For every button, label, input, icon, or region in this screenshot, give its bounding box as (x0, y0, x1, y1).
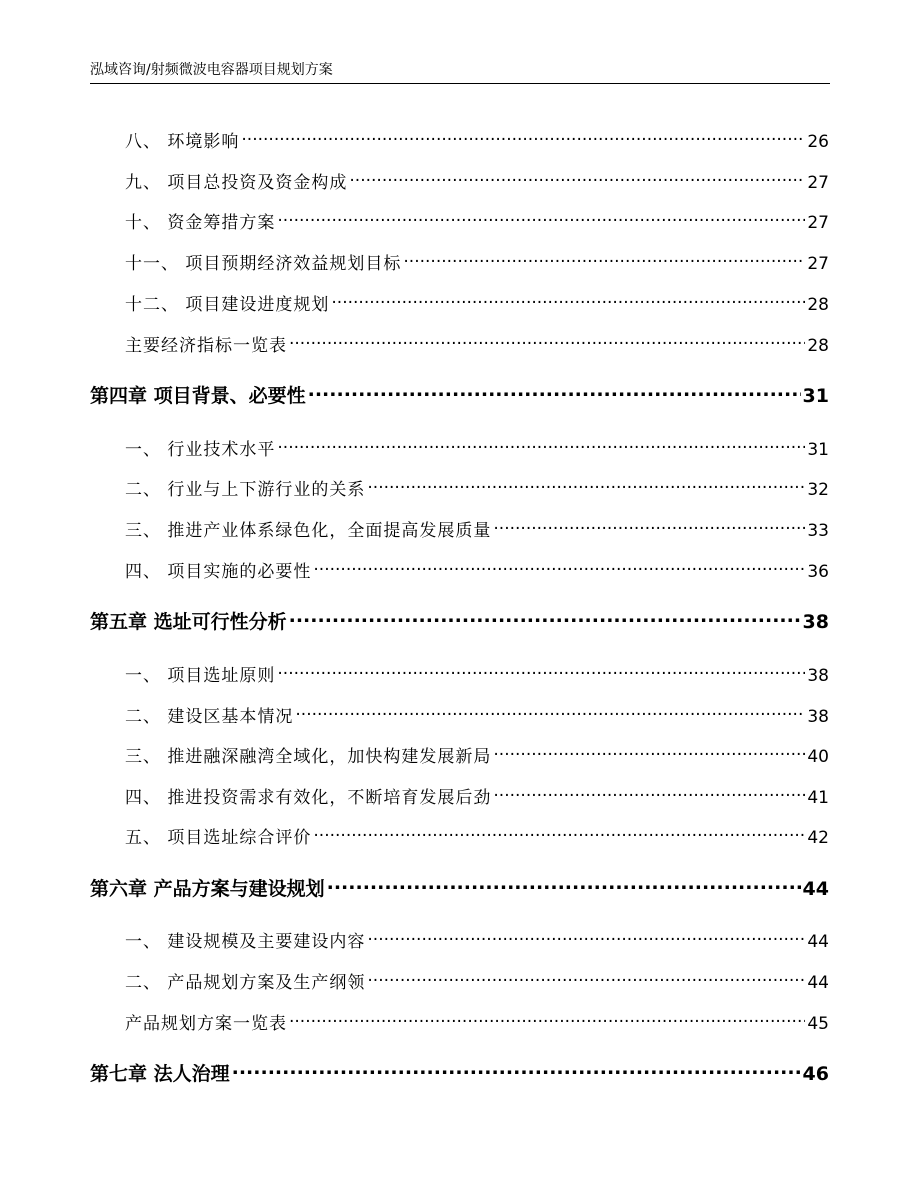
toc-entry-title: 八、 环境影响 (125, 132, 240, 152)
toc-entry[interactable] (125, 204, 829, 233)
toc-entry[interactable] (125, 553, 829, 582)
toc-entry-page: 36 (807, 562, 829, 582)
toc-chapter-page: 46 (802, 1063, 829, 1085)
toc-entry[interactable] (125, 245, 829, 274)
toc-entry-page: 28 (807, 336, 829, 356)
toc-chapter-page: 38 (802, 611, 829, 633)
toc-dot-leader (241, 123, 805, 147)
toc-dot-leader (403, 245, 805, 269)
toc-entry[interactable] (125, 327, 829, 356)
toc-entry[interactable] (125, 431, 829, 460)
toc-chapter-title: 第五章 选址可行性分析 (90, 611, 287, 633)
toc-dot-leader (277, 431, 805, 455)
toc-chapter-page: 44 (802, 878, 829, 900)
toc-dot-leader (277, 657, 805, 681)
toc-dot-leader (295, 698, 805, 722)
toc-chapter-page: 31 (802, 385, 829, 407)
toc-entry-page: 38 (807, 666, 829, 686)
toc-entry[interactable] (125, 657, 829, 686)
toc-entry-title: 十一、 项目预期经济效益规划目标 (125, 254, 402, 274)
toc-entry-page: 41 (807, 788, 829, 808)
toc-entry-page: 38 (807, 707, 829, 727)
toc-dot-leader (289, 1005, 805, 1029)
toc-entry-title: 九、 项目总投资及资金构成 (125, 173, 348, 193)
toc-entry-title: 三、 推进融深融湾全域化，加快构建发展新局 (125, 747, 492, 767)
toc-dot-leader (327, 871, 801, 895)
toc-dot-leader (367, 471, 805, 495)
toc-chapter[interactable] (90, 604, 829, 633)
toc-dot-leader (493, 779, 805, 803)
toc-entry-title: 五、 项目选址综合评价 (125, 828, 312, 848)
toc-entry[interactable] (125, 738, 829, 767)
toc-dot-leader (349, 164, 805, 188)
toc-entry-title: 一、 行业技术水平 (125, 440, 276, 460)
toc-entry[interactable] (125, 471, 829, 500)
toc-dot-leader (308, 378, 801, 402)
page-header: 泓域咨询/射频微波电容器项目规划方案 (90, 60, 830, 84)
toc-entry-page: 33 (807, 521, 829, 541)
toc-chapter-title: 第六章 产品方案与建设规划 (90, 878, 325, 900)
toc-dot-leader (289, 327, 805, 351)
toc-chapter-title: 第七章 法人治理 (90, 1063, 230, 1085)
toc-chapter[interactable] (90, 871, 829, 900)
toc-entry-title: 二、 建设区基本情况 (125, 707, 294, 727)
toc-entry-title: 十、 资金筹措方案 (125, 213, 276, 233)
toc-entry-page: 40 (807, 747, 829, 767)
toc-dot-leader (313, 819, 805, 843)
toc-entry-page: 44 (807, 932, 829, 952)
toc-entry-page: 27 (807, 254, 829, 274)
toc-dot-leader (313, 553, 805, 577)
toc-chapter[interactable] (90, 378, 829, 407)
toc-entry-page: 45 (807, 1014, 829, 1034)
toc-dot-leader (232, 1056, 801, 1080)
toc-entry-page: 26 (807, 132, 829, 152)
toc-entry[interactable] (125, 286, 829, 315)
toc-entry[interactable] (125, 779, 829, 808)
toc-entry-page: 42 (807, 828, 829, 848)
toc-entry[interactable] (125, 1005, 829, 1034)
toc-dot-leader (493, 738, 805, 762)
toc-entry[interactable] (125, 819, 829, 848)
toc-entry-page: 27 (807, 213, 829, 233)
toc-entry[interactable] (125, 964, 829, 993)
toc-chapter[interactable] (90, 1056, 829, 1085)
toc-entry-page: 31 (807, 440, 829, 460)
toc-entry[interactable] (125, 698, 829, 727)
toc-entry[interactable] (125, 923, 829, 952)
toc-chapter-title: 第四章 项目背景、必要性 (90, 385, 306, 407)
toc-entry-page: 28 (807, 295, 829, 315)
toc-entry[interactable] (125, 512, 829, 541)
toc-entry-page: 44 (807, 973, 829, 993)
toc-entry-title: 一、 项目选址原则 (125, 666, 276, 686)
toc-entry-page: 32 (807, 480, 829, 500)
toc-dot-leader (331, 286, 805, 310)
toc-entry-title: 四、 项目实施的必要性 (125, 562, 312, 582)
toc-dot-leader (277, 204, 805, 228)
toc-entry[interactable] (125, 123, 829, 152)
toc-entry-title: 二、 行业与上下游行业的关系 (125, 480, 366, 500)
toc-entry-title: 十二、 项目建设进度规划 (125, 295, 330, 315)
toc-entry-title: 四、 推进投资需求有效化，不断培育发展后劲 (125, 788, 492, 808)
toc-dot-leader (367, 923, 805, 947)
toc-entry[interactable] (125, 164, 829, 193)
toc-entry-title: 二、 产品规划方案及生产纲领 (125, 973, 366, 993)
toc-entry-page: 27 (807, 173, 829, 193)
toc-entry-title: 三、 推进产业体系绿色化，全面提高发展质量 (125, 521, 492, 541)
toc-entry-title: 主要经济指标一览表 (125, 336, 287, 356)
toc-dot-leader (289, 604, 801, 628)
toc-dot-leader (493, 512, 805, 536)
toc-entry-title: 产品规划方案一览表 (125, 1014, 287, 1034)
toc-dot-leader (367, 964, 805, 988)
toc-entry-title: 一、 建设规模及主要建设内容 (125, 932, 366, 952)
